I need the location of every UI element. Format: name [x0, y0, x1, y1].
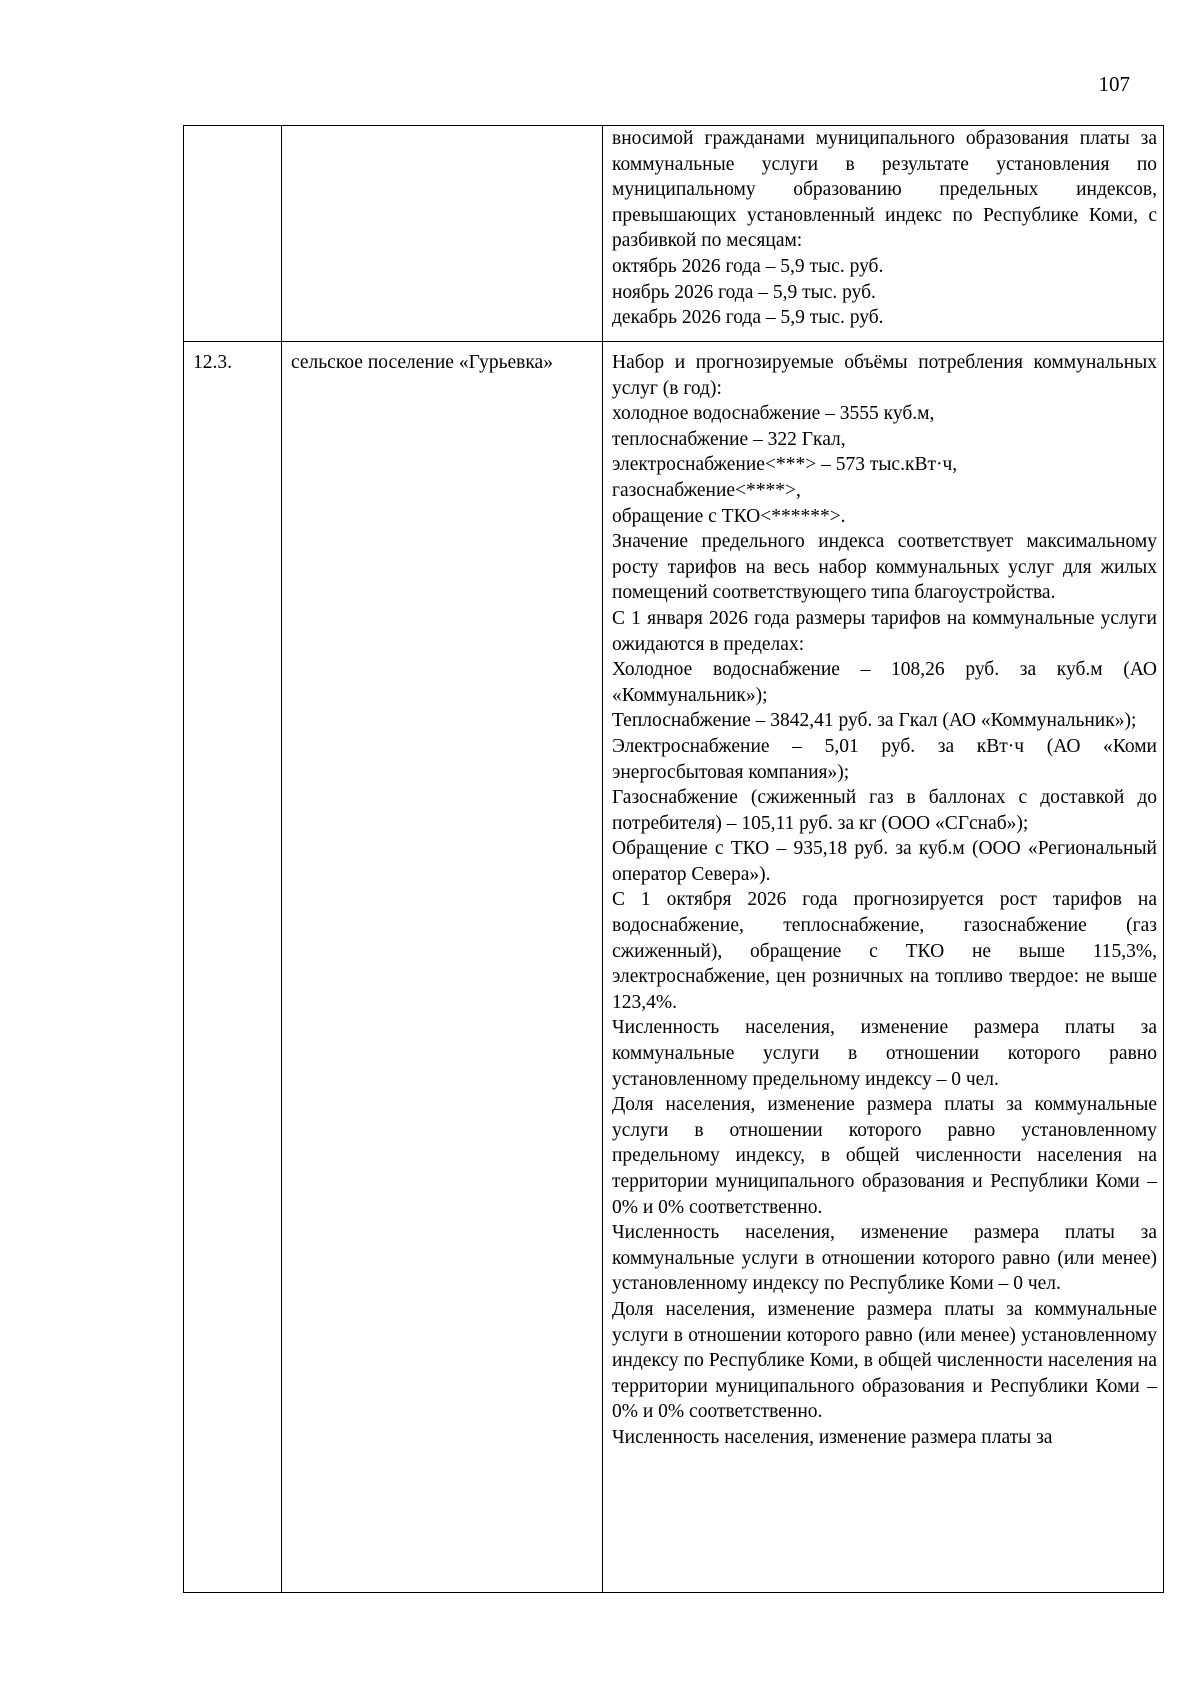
- description-paragraph: Электроснабжение – 5,01 руб. за кВт·ч (АО «Коми энергосбытовая компания»);: [612, 735, 1157, 783]
- municipality-cell: [282, 126, 603, 342]
- description-paragraph: электроснабжение<***> – 573 тыс.кВт·ч,: [612, 454, 958, 476]
- description-paragraph: Значение предельного индекса соответствует максимальному росту тарифов на весь набор коммунальных услуг для жилых помещений соответствующего типа благоустройства.: [612, 531, 1157, 604]
- description-paragraph: Численность населения, изменение размера платы за коммунальные услуги в отношении которого равно (или менее) установленному индексу по Республике Коми – 0 чел.: [612, 1222, 1157, 1295]
- table-row: [184, 342, 1164, 1593]
- description-paragraph: холодное водоснабжение – 3555 куб.м,: [612, 403, 935, 425]
- tariff-table: [183, 125, 1164, 1593]
- page-number: 107: [1098, 72, 1130, 96]
- description-paragraph: Численность населения, изменение размера платы за коммунальные услуги в отношении которого равно установленному предельному индексу – 0 чел.: [612, 1017, 1157, 1090]
- description-cell: [603, 342, 1164, 1593]
- description-paragraph: ноябрь 2026 года – 5,9 тыс. руб.: [612, 281, 876, 303]
- description-paragraph: Холодное водоснабжение – 108,26 руб. за куб.м (АО «Коммунальник»);: [612, 659, 1157, 706]
- description-paragraph: Численность населения, изменение размера платы за: [612, 1426, 1053, 1448]
- municipality-name: сельское поселение «Гурьевка»: [291, 352, 553, 373]
- description-paragraph: Набор и прогнозируемые объёмы потребления коммунальных услуг (в год):: [612, 352, 1157, 399]
- description-paragraph: газоснабжение<****>,: [612, 479, 801, 501]
- description-paragraph: Обращение с ТКО – 935,18 руб. за куб.м (ООО «Региональный оператор Севера»).: [612, 838, 1157, 885]
- description-paragraph: С 1 октября 2026 года прогнозируется рост тарифов на водоснабжение, теплоснабжение, газоснабжение (газ сжиженный), обращение с ТКО не выше 115,3%, электроснабжение, цен розничных на топливо твердое: не выше 123,4%.: [612, 889, 1157, 1013]
- description-paragraph: Газоснабжение (сжиженный газ в баллонах с доставкой до потребителя) – 105,11 руб. за кг (ООО «СГснаб»);: [612, 787, 1157, 834]
- description-paragraph: теплоснабжение – 322 Гкал,: [612, 428, 846, 450]
- description-paragraph: обращение с ТКО<******>.: [612, 505, 846, 527]
- description-paragraph: вносимой гражданами муниципального образования платы за коммунальные услуги в результате установления по муниципальному образованию предельных индексов, превышающих установленный индекс по Республике Коми, с разбивкой по месяцам:: [612, 128, 1157, 252]
- table-row: [184, 126, 1164, 342]
- description-paragraph: Доля населения, изменение размера платы за коммунальные услуги в отношении которого равно установленному предельному индексу, в общей численности населения на территории муниципального образования и Республики Коми – 0% и 0% соответственно.: [612, 1094, 1157, 1218]
- municipality-cell: [282, 342, 603, 1593]
- description-paragraph: декабрь 2026 года – 5,9 тыс. руб.: [612, 307, 884, 329]
- description-cell: [603, 126, 1164, 342]
- description-paragraph: октябрь 2026 года – 5,9 тыс. руб.: [612, 255, 884, 277]
- description-paragraph: Теплоснабжение – 3842,41 руб. за Гкал (АО «Коммунальник»);: [612, 710, 1137, 732]
- row-number: 12.3.: [193, 352, 232, 373]
- description-paragraph: С 1 января 2026 года размеры тарифов на коммунальные услуги ожидаются в пределах:: [612, 607, 1157, 655]
- description-paragraph: Доля населения, изменение размера платы за коммунальные услуги в отношении которого равно (или менее) установленному индексу по Республике Коми, в общей численности населения на территории муниципального образования и Республики Коми – 0% и 0% соответственно.: [612, 1298, 1157, 1423]
- row-number-cell: [184, 126, 282, 342]
- row-number-cell: [184, 342, 282, 1593]
